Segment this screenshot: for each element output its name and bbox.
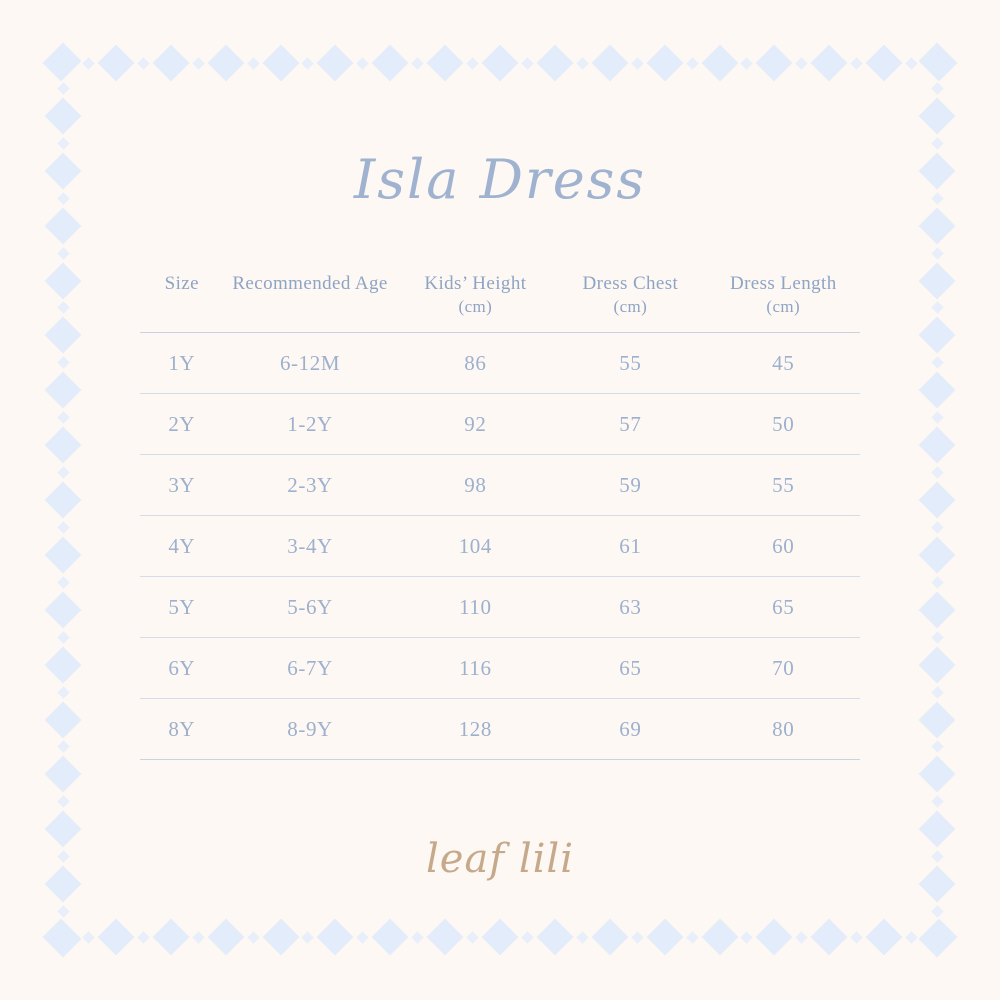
diamond-small-icon (57, 686, 70, 699)
cell-chest: 57 (554, 394, 706, 455)
diamond-icon (97, 45, 134, 82)
diamond-icon (482, 919, 519, 956)
diamond-small-icon (931, 82, 944, 95)
diamond-icon (919, 372, 956, 409)
diamond-icon (45, 591, 82, 628)
diamond-icon (919, 536, 956, 573)
diamond-small-icon (57, 576, 70, 589)
cell-chest: 59 (554, 455, 706, 516)
diamond-small-icon (411, 57, 424, 70)
cell-age: 3-4Y (224, 516, 397, 577)
diamond-small-icon (57, 631, 70, 644)
cell-height: 86 (397, 333, 555, 394)
size-table-body (140, 333, 860, 760)
diamond-small-icon (631, 57, 644, 70)
table-row (140, 638, 860, 699)
diamond-small-icon (521, 931, 534, 944)
header-height (397, 272, 555, 333)
cell-length: 45 (707, 333, 860, 394)
diamond-icon (919, 207, 956, 244)
cell-size: 4Y (140, 516, 224, 577)
header-height-unit: (cm) (458, 297, 493, 317)
diamond-small-icon (137, 57, 150, 70)
diamond-small-icon (57, 82, 70, 95)
diamond-small-icon (931, 741, 944, 754)
cell-age: 5-6Y (224, 577, 397, 638)
diamond-small-icon (795, 931, 808, 944)
diamond-icon (591, 919, 628, 956)
diamond-small-icon (795, 57, 808, 70)
diamond-icon (646, 919, 683, 956)
cell-length: 55 (707, 455, 860, 516)
diamond-small-icon (137, 931, 150, 944)
diamond-icon (701, 45, 738, 82)
header-size (140, 272, 224, 333)
cell-length: 70 (707, 638, 860, 699)
diamond-icon (591, 45, 628, 82)
diamond-small-icon (192, 931, 205, 944)
diamond-icon (919, 427, 956, 464)
cell-size: 8Y (140, 699, 224, 760)
diamond-small-icon (82, 931, 95, 944)
diamond-small-icon (411, 931, 424, 944)
diamond-small-icon (466, 931, 479, 944)
diamond-small-icon (302, 931, 315, 944)
diamond-small-icon (57, 466, 70, 479)
diamond-small-icon (931, 247, 944, 260)
cell-size: 6Y (140, 638, 224, 699)
border-row-bottom (48, 916, 952, 958)
header-age (224, 272, 397, 333)
cell-age: 1-2Y (224, 394, 397, 455)
diamond-icon (45, 207, 82, 244)
diamond-icon (919, 43, 956, 80)
diamond-icon (207, 919, 244, 956)
diamond-icon (701, 919, 738, 956)
table-row (140, 333, 860, 394)
diamond-icon (372, 45, 409, 82)
cell-size: 5Y (140, 577, 224, 638)
diamond-small-icon (247, 57, 260, 70)
diamond-small-icon (57, 521, 70, 534)
diamond-small-icon (466, 57, 479, 70)
diamond-icon (317, 919, 354, 956)
diamond-small-icon (192, 57, 205, 70)
diamond-icon (866, 919, 903, 956)
cell-chest: 65 (554, 638, 706, 699)
diamond-small-icon (931, 356, 944, 369)
brand-wordmark: leaf lili (425, 836, 574, 882)
diamond-icon (919, 921, 956, 958)
diamond-icon (919, 701, 956, 738)
size-table-head (140, 272, 860, 333)
cell-chest: 69 (554, 699, 706, 760)
diamond-icon (45, 646, 82, 683)
table-row (140, 699, 860, 760)
diamond-small-icon (57, 247, 70, 260)
cell-chest: 61 (554, 516, 706, 577)
header-length-label: Dress Length (729, 273, 837, 294)
diamond-icon (919, 756, 956, 793)
cell-length: 80 (707, 699, 860, 760)
diamond-icon (45, 317, 82, 354)
diamond-icon (43, 919, 80, 956)
header-length-unit: (cm) (766, 297, 801, 317)
diamond-icon (919, 97, 956, 134)
size-table-container (140, 272, 860, 760)
diamond-small-icon (931, 576, 944, 589)
diamond-small-icon (931, 302, 944, 315)
diamond-icon (152, 919, 189, 956)
diamond-small-icon (741, 57, 754, 70)
diamond-icon (43, 45, 80, 82)
diamond-icon (45, 372, 82, 409)
diamond-small-icon (931, 905, 944, 918)
cell-height: 98 (397, 455, 555, 516)
header-size-label: Size (164, 273, 199, 294)
diamond-icon (921, 45, 958, 82)
diamond-icon (45, 701, 82, 738)
diamond-icon (919, 317, 956, 354)
diamond-small-icon (850, 57, 863, 70)
table-row (140, 516, 860, 577)
diamond-icon (45, 536, 82, 573)
diamond-icon (646, 45, 683, 82)
diamond-icon (536, 45, 573, 82)
diamond-icon (811, 45, 848, 82)
diamond-icon (756, 919, 793, 956)
diamond-small-icon (631, 931, 644, 944)
header-length (707, 272, 860, 333)
header-chest (554, 272, 706, 333)
cell-height: 110 (397, 577, 555, 638)
diamond-icon (45, 97, 82, 134)
diamond-icon (45, 756, 82, 793)
table-row (140, 394, 860, 455)
table-header-row (140, 272, 860, 333)
diamond-icon (97, 919, 134, 956)
cell-size: 3Y (140, 455, 224, 516)
diamond-icon (45, 482, 82, 519)
diamond-small-icon (82, 57, 95, 70)
cell-height: 92 (397, 394, 555, 455)
diamond-small-icon (741, 931, 754, 944)
table-row (140, 455, 860, 516)
diamond-icon (811, 919, 848, 956)
cell-age: 2-3Y (224, 455, 397, 516)
cell-height: 128 (397, 699, 555, 760)
diamond-small-icon (57, 302, 70, 315)
cell-chest: 55 (554, 333, 706, 394)
diamond-small-icon (576, 57, 589, 70)
diamond-small-icon (521, 57, 534, 70)
diamond-small-icon (686, 931, 699, 944)
cell-length: 60 (707, 516, 860, 577)
cell-chest: 63 (554, 577, 706, 638)
cell-height: 116 (397, 638, 555, 699)
cell-age: 8-9Y (224, 699, 397, 760)
diamond-icon (919, 482, 956, 519)
diamond-icon (919, 262, 956, 299)
cell-height: 104 (397, 516, 555, 577)
diamond-icon (45, 921, 82, 958)
cell-age: 6-7Y (224, 638, 397, 699)
diamond-small-icon (931, 521, 944, 534)
cell-length: 50 (707, 394, 860, 455)
page-title: Isla Dress (353, 148, 647, 211)
diamond-small-icon (931, 795, 944, 808)
diamond-small-icon (356, 931, 369, 944)
diamond-small-icon (57, 356, 70, 369)
diamond-icon (427, 45, 464, 82)
diamond-icon (317, 45, 354, 82)
diamond-icon (45, 262, 82, 299)
diamond-small-icon (576, 931, 589, 944)
diamond-small-icon (905, 57, 918, 70)
diamond-small-icon (931, 466, 944, 479)
diamond-icon (152, 45, 189, 82)
diamond-icon (207, 45, 244, 82)
diamond-icon (866, 45, 903, 82)
diamond-small-icon (905, 931, 918, 944)
diamond-icon (919, 646, 956, 683)
diamond-icon (482, 45, 519, 82)
cell-size: 1Y (140, 333, 224, 394)
diamond-small-icon (931, 686, 944, 699)
header-age-label: Recommended Age (232, 273, 388, 294)
diamond-small-icon (356, 57, 369, 70)
diamond-small-icon (247, 931, 260, 944)
diamond-small-icon (57, 411, 70, 424)
diamond-icon (536, 919, 573, 956)
diamond-icon (427, 919, 464, 956)
header-chest-unit: (cm) (613, 297, 648, 317)
cell-age: 6-12M (224, 333, 397, 394)
cell-length: 65 (707, 577, 860, 638)
size-table (140, 272, 860, 760)
diamond-icon (45, 43, 82, 80)
diamond-small-icon (57, 905, 70, 918)
diamond-small-icon (686, 57, 699, 70)
table-row (140, 577, 860, 638)
diamond-small-icon (931, 411, 944, 424)
diamond-small-icon (850, 931, 863, 944)
diamond-small-icon (302, 57, 315, 70)
header-chest-label: Dress Chest (582, 273, 679, 294)
diamond-icon (919, 591, 956, 628)
diamond-icon (262, 45, 299, 82)
diamond-small-icon (57, 741, 70, 754)
border-row-top (48, 42, 952, 84)
diamond-small-icon (57, 795, 70, 808)
diamond-icon (756, 45, 793, 82)
header-height-label: Kids’ Height (424, 273, 527, 294)
diamond-icon (921, 919, 958, 956)
diamond-icon (262, 919, 299, 956)
diamond-icon (45, 427, 82, 464)
cell-size: 2Y (140, 394, 224, 455)
diamond-icon (372, 919, 409, 956)
diamond-small-icon (931, 631, 944, 644)
